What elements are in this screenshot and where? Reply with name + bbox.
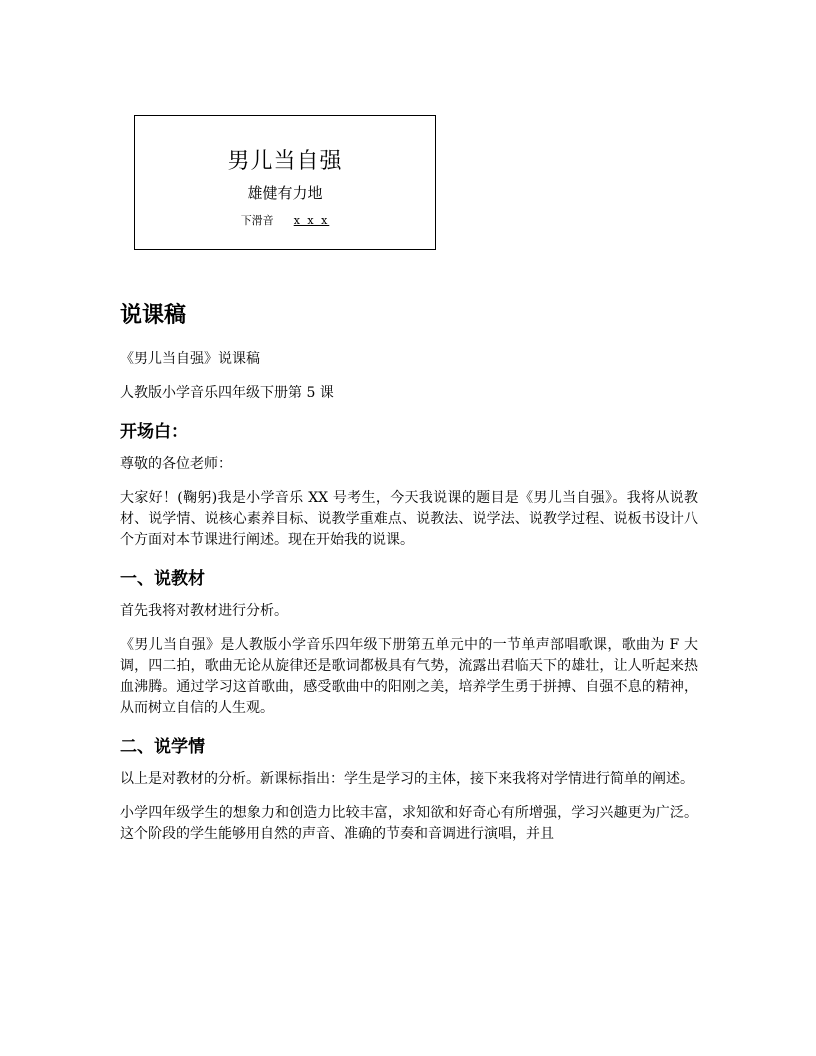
material-analysis: 《男儿当自强》是人教版小学音乐四年级下册第五单元中的一节单声部唱歌课，歌曲为 F 大调，四二拍，歌曲无论从旋律还是歌词都极具有气势，流露出君临天下的雄壮，让人听起来热血沸腾。通过学习这首歌曲，感受歌曲中的阳刚之美，培养学生勇于拼搏、自强不息的精神，从而树立自信的人生观。 [120, 637, 698, 716]
opening-greeting: 尊敬的各位老师： [120, 456, 232, 472]
document-body [120, 298, 698, 858]
section-opening-title: 开场白： [120, 422, 188, 442]
tempo-marking: 雄健有力地 [247, 184, 323, 202]
section-material-title: 一、说教材 [120, 569, 205, 589]
song-meta [135, 212, 435, 228]
opening-intro: 大家好！(鞠躬)我是小学音乐 XX 号考生，今天我说课的题目是《男儿当自强》。我将从说教材、说学情、说核心素养目标、说教学重难点、说教法、说学法、说教学过程、说板书设计八个方面对本节课进行阐述。现在开始我的说课。 [120, 490, 698, 548]
meta-label: 下滑音 [240, 214, 274, 227]
material-intro: 首先我将对教材进行分析。 [120, 603, 288, 619]
document-subtitle: 《男儿当自强》说课稿 [120, 351, 260, 367]
song-title: 男儿当自强 [227, 149, 343, 174]
meta-value: x x x [293, 214, 330, 227]
document-heading: 说课稿 [120, 303, 187, 328]
learners-intro: 以上是对教材的分析。新课标指出：学生是学习的主体，接下来我将对学情进行简单的阐述。 [120, 771, 694, 787]
edition-line: 人教版小学音乐四年级下册第 5 课 [120, 385, 334, 401]
learners-analysis: 小学四年级学生的想象力和创造力比较丰富，求知欲和好奇心有所增强，学习兴趣更为广泛。这个阶段的学生能够用自然的声音、准确的节奏和音调进行演唱，并且 [120, 805, 698, 842]
cover-sheet-music-box [134, 115, 436, 250]
section-learners-title: 二、说学情 [120, 737, 205, 757]
